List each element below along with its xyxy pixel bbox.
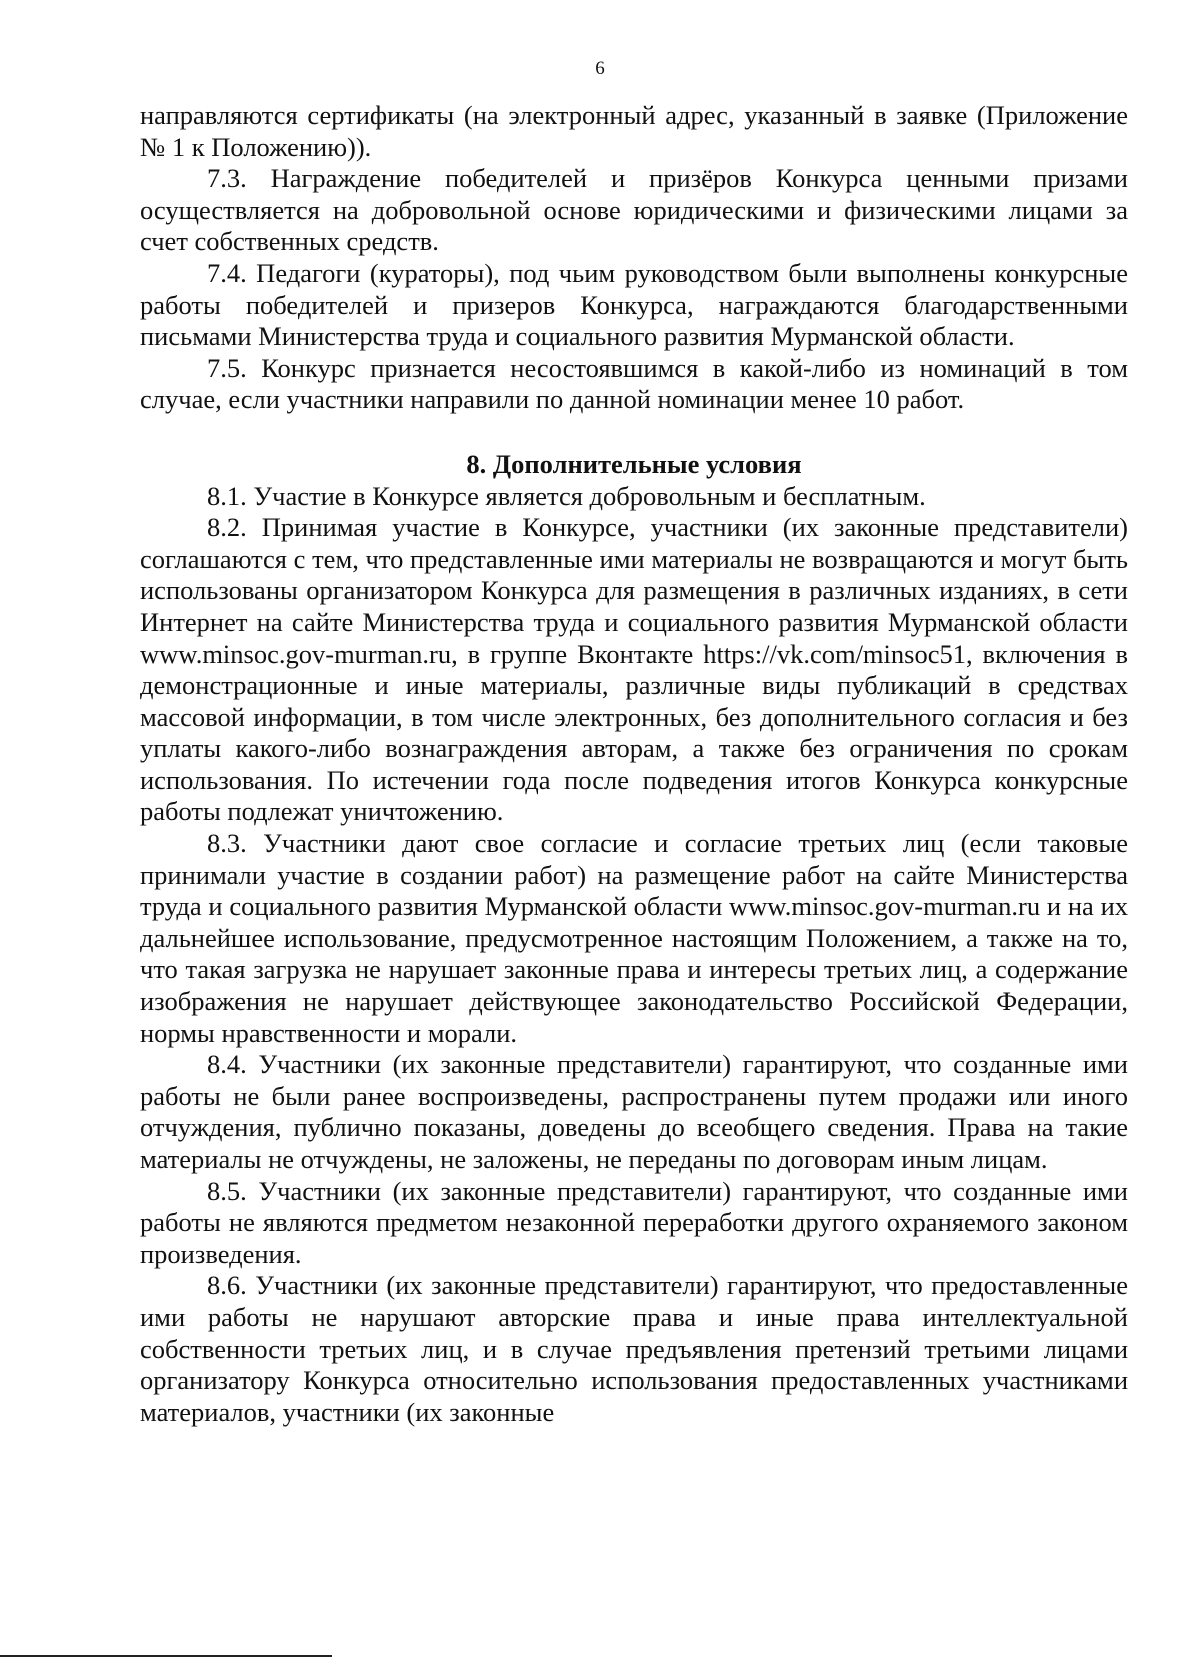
paragraph-7-3: 7.3. Награждение победителей и призёров Конкурса ценными призами осуществляется на добровольной основе юридическими и физическими лицами за счет собственных средств. xyxy=(140,163,1128,257)
paragraph-7-5: 7.5. Конкурс признается несостоявшимся в какой-либо из номинаций в том случае, если участники направили по данной номинации менее 10 работ. xyxy=(140,352,1128,415)
paragraph-8-5: 8.5. Участники (их законные представители) гарантируют, что созданные ими работы не являются предметом незаконной переработки другого охраняемого законом произведения. xyxy=(140,1175,1128,1269)
paragraph-continuation: направляются сертификаты (на электронный адрес, указанный в заявке (Приложение № 1 к Положению)). xyxy=(140,100,1128,162)
paragraph-8-3: 8.3. Участники дают свое согласие и согласие третьих лиц (если таковые принимали участие в создании работ) на размещение работ на сайте Министерства труда и социального развития Мурманской области www.minsoc.gov-murman.ru и на их дальнейшее использование, предусмотренное настоящим Положением, а также на то, что такая загрузка не нарушает законные права и интересы третьих лиц, а содержание изображения не нарушает действующее законодательство Российской Федерации, нормы нравственности и морали. xyxy=(140,828,1128,1048)
footer-rule xyxy=(0,1655,332,1657)
paragraph-8-1: 8.1. Участие в Конкурсе является добровольным и бесплатным. xyxy=(207,480,926,511)
paragraph-7-4: 7.4. Педагоги (кураторы), под чьим руководством были выполнены конкурсные работы победителей и призеров Конкурса, награждаются благодарственными письмами Министерства труда и социального развития Мурманской области. xyxy=(140,257,1128,352)
section-heading-8: 8. Дополнительные условия xyxy=(466,448,802,479)
paragraph-8-6: 8.6. Участники (их законные представители) гарантируют, что предоставленные ими работы не нарушают авторские права и иные права интеллектуальной собственности третьих лиц, и в случае предъявления претензий третьими лицами организатору Конкурса относительно использования предоставленных участниками материалов, участники (их законные xyxy=(140,1270,1128,1427)
paragraph-8-4: 8.4. Участники (их законные представители) гарантируют, что созданные ими работы не были ранее воспроизведены, распространены путем продажи или иного отчуждения, публично показаны, доведены до всеобщего сведения. Права на такие материалы не отчуждены, не заложены, не переданы по договорам иным лицам. xyxy=(140,1049,1128,1174)
paragraph-8-2: 8.2. Принимая участие в Конкурсе, участники (их законные представители) соглашаются с тем, что представленные ими материалы не возвращаются и могут быть использованы организатором Конкурса для размещения в различных изданиях, в сети Интернет на сайте Министерства труда и социального развития Мурманской области www.minsoc.gov-murman.ru, в группе Вконтакте https://vk.com/minsoc51, включения в демонстрационные и иные материалы, различные виды публикаций в средствах массовой информации, в том числе электронных, без дополнительного согласия и без уплаты какого-либо вознаграждения авторам, а также без ограничения по срокам использования. По истечении года после подведения итогов Конкурса конкурсные работы подлежат уничтожению. xyxy=(140,512,1128,827)
document-body xyxy=(140,100,1128,1428)
page-number: 6 xyxy=(595,58,605,79)
